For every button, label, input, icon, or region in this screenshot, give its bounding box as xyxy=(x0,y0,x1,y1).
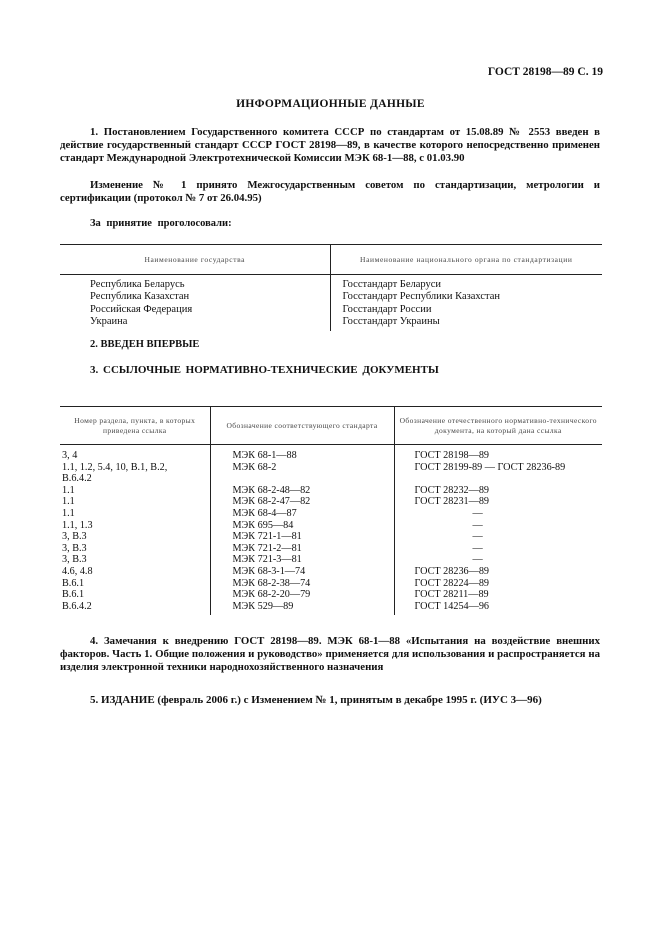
states-col-header-state: Наименование государства xyxy=(60,245,330,275)
section-5-paragraph: 5. ИЗДАНИЕ (февраль 2006 г.) с Изменением № 1, принятым в декабре 1995 г. (ИУС 3—96) xyxy=(90,694,542,706)
ref-national-doc: ГОСТ 28231—89 xyxy=(394,496,602,508)
ref-standard xyxy=(210,473,394,485)
ref-national-doc: — xyxy=(394,520,602,532)
refs-col-header-standard: Обозначение соответствующего стандарта xyxy=(210,407,394,445)
table-row xyxy=(60,520,602,532)
ref-standard: МЭК 68-2-38—74 xyxy=(210,578,394,590)
ref-standard: МЭК 68-2 xyxy=(210,462,394,474)
state-body: Госстандарт Украины xyxy=(330,316,602,331)
section-4-paragraph: 4. Замечания к внедрению ГОСТ 28198—89. МЭК 68-1—88 «Испытания на воздействие внешних факторов. Часть 1. Общие положения и руководство» применяется для использования и распространяется на изделия электронной техники народнохозяйственного назначения xyxy=(60,635,600,673)
table-row xyxy=(60,531,602,543)
table-row xyxy=(60,578,602,590)
ref-section: В.6.4.2 xyxy=(62,473,92,485)
state-name: Республика Беларусь xyxy=(90,279,185,290)
ref-standard: МЭК 529—89 xyxy=(210,601,394,616)
state-body: Госстандарт России xyxy=(330,304,602,316)
table-row xyxy=(60,473,602,485)
ref-national-doc: ГОСТ 28224—89 xyxy=(394,578,602,590)
ref-national-doc: ГОСТ 14254—96 xyxy=(394,601,602,616)
table-row xyxy=(60,554,602,566)
table-row xyxy=(60,543,602,555)
table-row xyxy=(60,601,602,616)
ref-national-doc xyxy=(394,473,602,485)
states-col-header-body: Наименование национального органа по стандартизации xyxy=(330,245,602,275)
ref-standard: МЭК 721-2—81 xyxy=(210,543,394,555)
ref-section: В.6.1 xyxy=(62,577,85,589)
ref-national-doc: ГОСТ 28232—89 xyxy=(394,485,602,497)
state-body: Госстандарт Беларуси xyxy=(330,275,602,292)
table-row xyxy=(60,508,602,520)
ref-national-doc: — xyxy=(394,508,602,520)
ref-standard: МЭК 695—84 xyxy=(210,520,394,532)
ref-national-doc: — xyxy=(394,543,602,555)
table-row xyxy=(60,485,602,497)
ref-section: 1.1 xyxy=(62,496,75,508)
table-row xyxy=(60,496,602,508)
page-title: ИНФОРМАЦИОННЫЕ ДАННЫЕ xyxy=(236,98,425,110)
ref-standard: МЭК 68-2-48—82 xyxy=(210,485,394,497)
ref-standard: МЭК 721-3—81 xyxy=(210,554,394,566)
ref-section: 4.6, 4.8 xyxy=(62,565,93,577)
state-name: Украина xyxy=(90,315,128,327)
table-row xyxy=(60,566,602,578)
ref-section: В.6.4.2 xyxy=(62,600,92,612)
table-row xyxy=(60,462,602,474)
ref-section: 1.1, 1.2, 5.4, 10, В.1, В.2, xyxy=(62,461,168,473)
ref-standard: МЭК 68-2-47—82 xyxy=(210,496,394,508)
paragraph-1: 1. Постановлением Государственного комитета СССР по стандартам от 15.08.89 № 2553 введен в действие государственный стандарт СССР ГОСТ 28198—89, в качестве которого непосредственно применен стандарт Международной Электротехнической Комиссии МЭК 68-1—88, с 01.03.90 xyxy=(60,126,600,164)
refs-col-header-section: Номер раздела, пункта, в которых приведена ссылка xyxy=(60,407,210,445)
ref-section: 3, В.3 xyxy=(62,542,87,554)
ref-section: 3, В.3 xyxy=(62,531,87,543)
section-3-heading: 3. ССЫЛОЧНЫЕ НОРМАТИВНО-ТЕХНИЧЕСКИЕ ДОКУМЕНТЫ xyxy=(90,364,439,376)
amendment-paragraph: Изменение № 1 принято Межгосударственным советом по стандартизации, метрологии и сертификации (протокол № 7 от 26.04.95) xyxy=(60,179,600,204)
references-table xyxy=(60,406,602,615)
page-header-ref: ГОСТ 28198—89 С. 19 xyxy=(487,66,603,78)
section-2-heading: 2. ВВЕДЕН ВПЕРВЫЕ xyxy=(90,339,200,350)
ref-national-doc: ГОСТ 28198—89 xyxy=(394,445,602,462)
ref-national-doc: — xyxy=(394,531,602,543)
ref-section: 1.1 xyxy=(62,507,75,519)
table-row xyxy=(60,589,602,601)
ref-national-doc: — xyxy=(394,554,602,566)
ref-section: 1.1 xyxy=(62,484,75,496)
table-row xyxy=(60,445,602,462)
refs-col-header-national: Обозначение отечественного нормативно-технического документа, на который дана ссылка xyxy=(394,407,602,445)
ref-section: 3, 4 xyxy=(62,450,78,461)
ref-standard: МЭК 68-1—88 xyxy=(210,445,394,462)
state-name: Республика Казахстан xyxy=(90,291,190,303)
ref-standard: МЭК 721-1—81 xyxy=(210,531,394,543)
ref-standard: МЭК 68-3-1—74 xyxy=(210,566,394,578)
ref-standard: МЭК 68-2-20—79 xyxy=(210,589,394,601)
state-body: Госстандарт Республики Казахстан xyxy=(330,291,602,303)
voted-label: За принятие проголосовали: xyxy=(90,218,232,229)
ref-section: 1.1, 1.3 xyxy=(62,519,93,531)
ref-standard: МЭК 68-4—87 xyxy=(210,508,394,520)
ref-national-doc: ГОСТ 28199-89 — ГОСТ 28236-89 xyxy=(394,462,602,474)
ref-national-doc: ГОСТ 28236—89 xyxy=(394,566,602,578)
ref-national-doc: ГОСТ 28211—89 xyxy=(394,589,602,601)
ref-section: 3, В.3 xyxy=(62,554,87,566)
state-name: Российская Федерация xyxy=(90,303,193,315)
ref-section: В.6.1 xyxy=(62,589,85,601)
states-table xyxy=(60,244,602,331)
